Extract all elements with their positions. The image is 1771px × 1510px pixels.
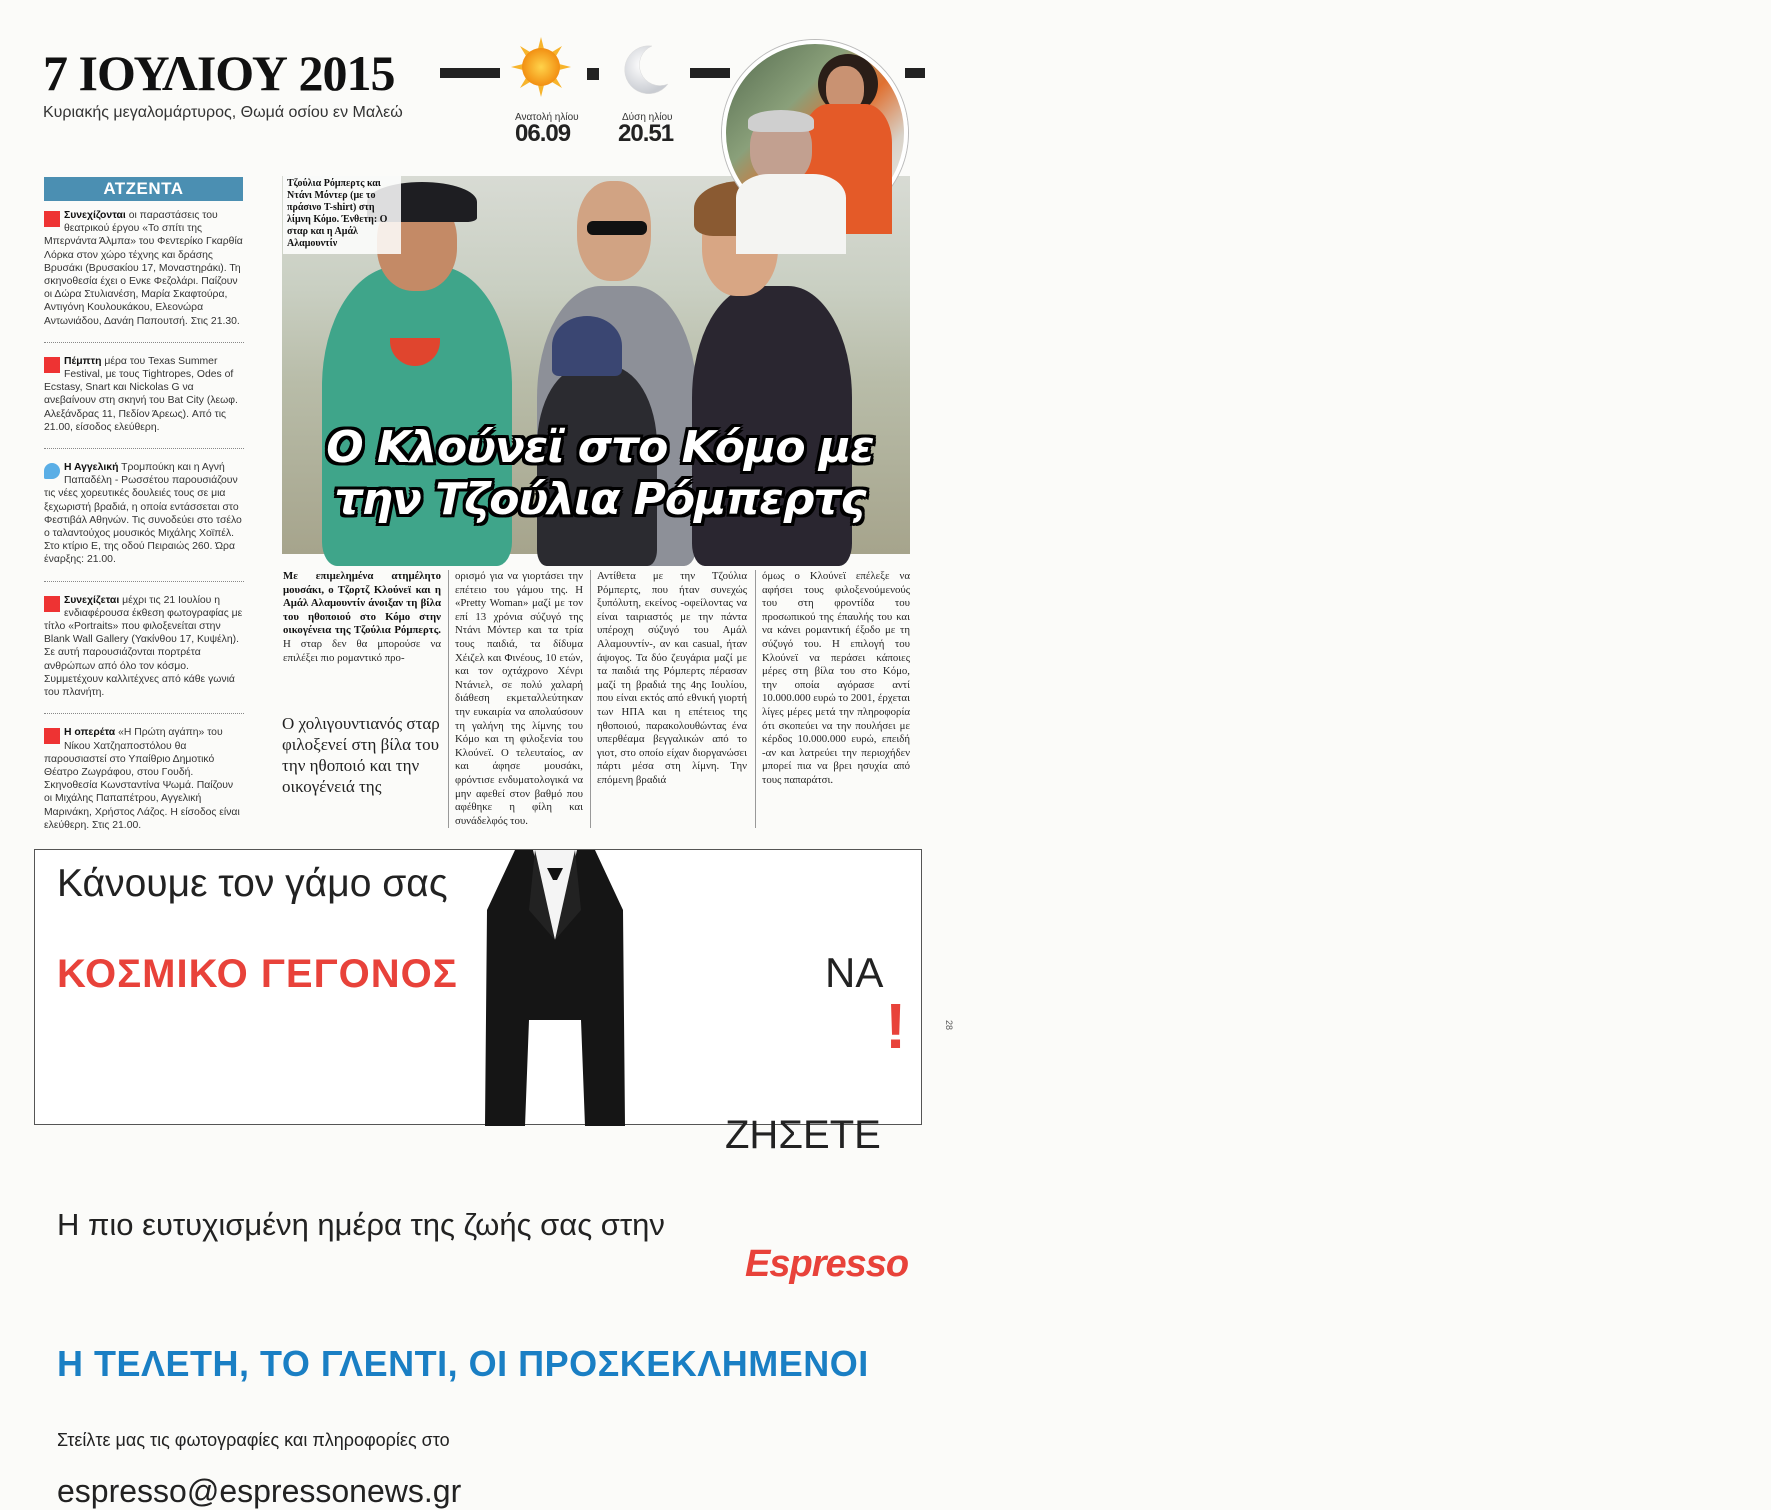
headline-line-2: την Τζούλια Ρόμπερτς (334, 474, 866, 525)
sun-icon (511, 37, 571, 97)
moon-icon (622, 44, 672, 96)
page-number: 28 (944, 1020, 954, 1031)
article-lead: Με επιμελημένα ατημέλητο μουσάκι, ο Τζορτζ Κλούνεϊ και η Αμάλ Αλαμουντίν άνοιξαν τη βίλα του ηθοποιού στο Κόμο στην οικογένεια της Τζούλια Ρόμπερτς. (283, 570, 441, 637)
article-column-1: Με επιμελημένα ατημέλητο μουσάκι, ο Τζορτζ Κλούνεϊ και η Αμάλ Αλαμουντίν άνοιξαν τη βίλα του ηθοποιού στο Κόμο στην οικογένεια της Τζούλια Ρόμπερτς. Η σταρ δεν θα μπορούσε να επιλέξει πιο ρομαντικό προ- (283, 570, 441, 664)
sunset-label: Δύση ηλίου (622, 112, 673, 123)
red-square-icon (44, 357, 60, 373)
article-column-2: ορισμό για να γιορτάσει την επέτειο του γάμου της. Η «Pretty Woman» μαζί με τον επί 13 χρόνια σύζυγό της Ντάνι Μόντερ και τα τρία τους παιδιά, τα δίδυμα Χέιζελ και Φινέους, 10 ετών, και τον οχτάχρονο Χένρι Ντάνιελ, σε πολύ χαλαρή διάθεση εκμεταλλεύτηκαν την ευκαιρία να απολαύσουν τη γαλήνη της λίμνης του Κόμο και τη φιλοξενία του Κλούνεϊ. Ο τελευταίος, αν και άφησε μουσάκι, φρόντισε ενδυματολογικά να μην αφεθεί στον βαθμό που αφέθηκε η φίλη και συνάδελφός του. (455, 570, 583, 827)
ad-line-4: Η ΤΕΛΕΤΗ, ΤΟ ΓΛΕΝΤΙ, ΟΙ ΠΡΟΣΚΕΚΛΗΜΕΝΟΙ (57, 1343, 869, 1384)
column-rule (755, 570, 756, 828)
saints-of-day: Κυριακής μεγαλομάρτυρος, Θωμά οσίου εν Μαλεώ (43, 104, 403, 121)
exclamation-icon: ! (885, 990, 907, 1062)
ad-na: ΝΑ (825, 949, 884, 996)
ad-line-1: Κάνουμε τον γάμο σας (57, 862, 448, 905)
red-square-icon (44, 728, 60, 744)
espresso-logo: Espresso (745, 1243, 909, 1285)
sunrise-time: 06.09 (515, 120, 571, 147)
agenda-item: Πέμπτη μέρα του Texas Summer Festival, με τους Tightropes, Odes of Ecstasy, Snart και Nickolas G να ανεβαίνουν στη σκηνή του Bat City (λεωφ. Αλεξάνδρας 11, Πεδίον Άρεως). Από τις 21.00, είσοδος ελεύθερη. (44, 355, 244, 449)
agenda-list (44, 209, 244, 858)
header-rule-far-right (905, 68, 925, 78)
agenda-item: Συνεχίζεται μέχρι τις 21 Ιουλίου η ενδιαφέρουσα έκθεση φωτογραφίας με τίτλο «Portraits» που φιλοξενείται στην Blank Wall Gallery (Υακίνθου 17, Κυψέλη). Σε αυτή παρουσιάζονται πορτρέτα ανθρώπων από όλο τον κόσμο. Συμμετέχουν καλλιτέχνες από κάθε γωνιά του πλανήτη. (44, 594, 244, 715)
ad-zisete: ΖΗΣΕΤΕ (725, 1113, 881, 1157)
article-column-4: όμως ο Κλούνεϊ επέλεξε να αφήσει τους φιλοξενούμενούς του στη φροντίδα του προσωπικού της έπαυλής του και να κάνει ρομαντική έξοδο με τη σύζυγό του. Η επιλογή του Κλούνεϊ να περάσει κάποιες μέρες στη βίλα του στο Κόμο, την οποία αγόρασε αντί 10.000.000 ευρώ το 2001, έρχεται λίγες μέρες μετά την πληροφορία ότι σκοπεύει να την πουλήσει με κέρδος 10.000.000 ευρώ, επειδή -αν και λατρεύει την περιοχήδεν μπορεί πια να βρει ησυχία από τους παπαράτσι. (762, 570, 910, 786)
speech-bubble-icon (44, 463, 60, 479)
headline-line-1: Ο Κλούνεϊ στο Κόμο με (326, 422, 874, 473)
agenda-item: Η οπερέτα «Η Πρώτη αγάπη» του Νίκου Χατζηαποστόλου θα παρουσιαστεί στο Υπαίθριο Δημοτικό Θέατρο Ζωγράφου, στου Γουδή. Σκηνοθεσία Κωνσταντίνα Ψωμά. Παίζουν οι Μιχάλης Παπαπέτρου, Αγγελική Μαρινάκη, Χρήστος Λάζος. Η είσοδος είναι ελεύθερη. Στις 21.00. (44, 727, 240, 831)
ad-email[interactable]: espresso@espressonews.gr (57, 1473, 462, 1509)
sunset-time: 20.51 (618, 120, 674, 147)
sunrise-label: Ανατολή ηλίου (515, 112, 579, 123)
ad-line-5: Στείλτε μας τις φωτογραφίες και πληροφορίες στο (57, 1430, 450, 1450)
agenda-title: ΑΤΖΕΝΤΑ (44, 177, 243, 201)
page-date: 7 ΙΟΥΛΙΟΥ 2015 (43, 45, 395, 101)
header-square (587, 68, 599, 80)
agenda-item: Η Αγγελική Τρομπούκη και η Αγνή Παπαδέλη - Ρωσσέτου παρουσιάζουν τις νέες χορευτικές δουλειές τους σε μια ξεχωριστή βραδιά, η οποία εντάσσεται στο Φεστιβάλ Αθηνών. Τις συνοδεύει στο τσέλο ο ταλαντούχος μουσικός Μιχάλης Χοϊπέλ. Στο κτίριο Ε, της οδού Πειραιώς 260. Ώρα έναρξης: 21.00. (44, 461, 244, 582)
red-square-icon (44, 596, 60, 612)
column-rule (448, 570, 449, 828)
agenda-item: Συνεχίζονται οι παραστάσεις του θεατρικού έργου «Το σπίτι της Μπερνάντα Άλμπα» του Φεντερίκο Γκαρθία Λόρκα στον χώρο τέχνης και δράσης Βρυσάκι (Βρυσακίου 17, Μοναστηράκι). Τη σκηνοθεσία έχει ο Ενκε Φεζολάρι. Παίζουν οι Δώρα Στυλιανέση, Μαρία Σκαφτούρα, Αντιγόνη Κουλουκάκου, Ελεονώρα Αντωνιάδου, Δανάη Παπουτσή. Στις 21.30. (44, 209, 244, 343)
column-rule (590, 570, 591, 828)
headline (300, 422, 900, 526)
photo-caption: Τζούλια Ρόμπερτς και Ντάνι Μόντερ (με το πράσινο T-shirt) στη λίμνη Κόμο. Ένθετη: Ο σταρ και η Αμάλ Αλαμουντίν (283, 176, 401, 254)
inset-photo (722, 40, 908, 226)
header-rule-left (440, 68, 500, 78)
pull-quote: Ο χολιγουντιανός σταρ φιλοξενεί στη βίλα του την ηθοποιό και την οικογένειά της (282, 714, 440, 796)
article-column-3: Αντίθετα με την Τζούλια Ρόμπερτς, που ήταν συνεχώς ξυπόλυτη, εκείνος -οφείλοντας να είναι ταιριαστός με την πάντα υπέροχη σύζυγό του Αμάλ Αλαμουντίν-, αν και casual, ήταν άψογος. Τα δύο ζευγάρια μαζί με τα παιδιά της Ρόμπερτς πέρασαν μαζί τη βραδιά της 4ης Ιουλίου, που είναι εκτός από εθνική γιορτή των ΗΠΑ και η επέτειος της ηθοποιού, παρακολουθώντας ένα υπερθέαμα βεγγαλικών από το γιοτ, στο οποίο είχαν διοργανώσει πάρτι μέσα στη λίμνη. Την επόμενη βραδιά (597, 570, 747, 786)
red-square-icon (44, 211, 60, 227)
ad-line-3: Η πιο ευτυχισμένη ημέρα της ζωής σας στην (57, 1207, 665, 1242)
espresso-wedding-ad (34, 849, 922, 1509)
header-rule-right (690, 68, 730, 78)
ad-line-2: ΚΟΣΜΙΚΟ ΓΕΓΟΝΟΣ (57, 952, 458, 996)
